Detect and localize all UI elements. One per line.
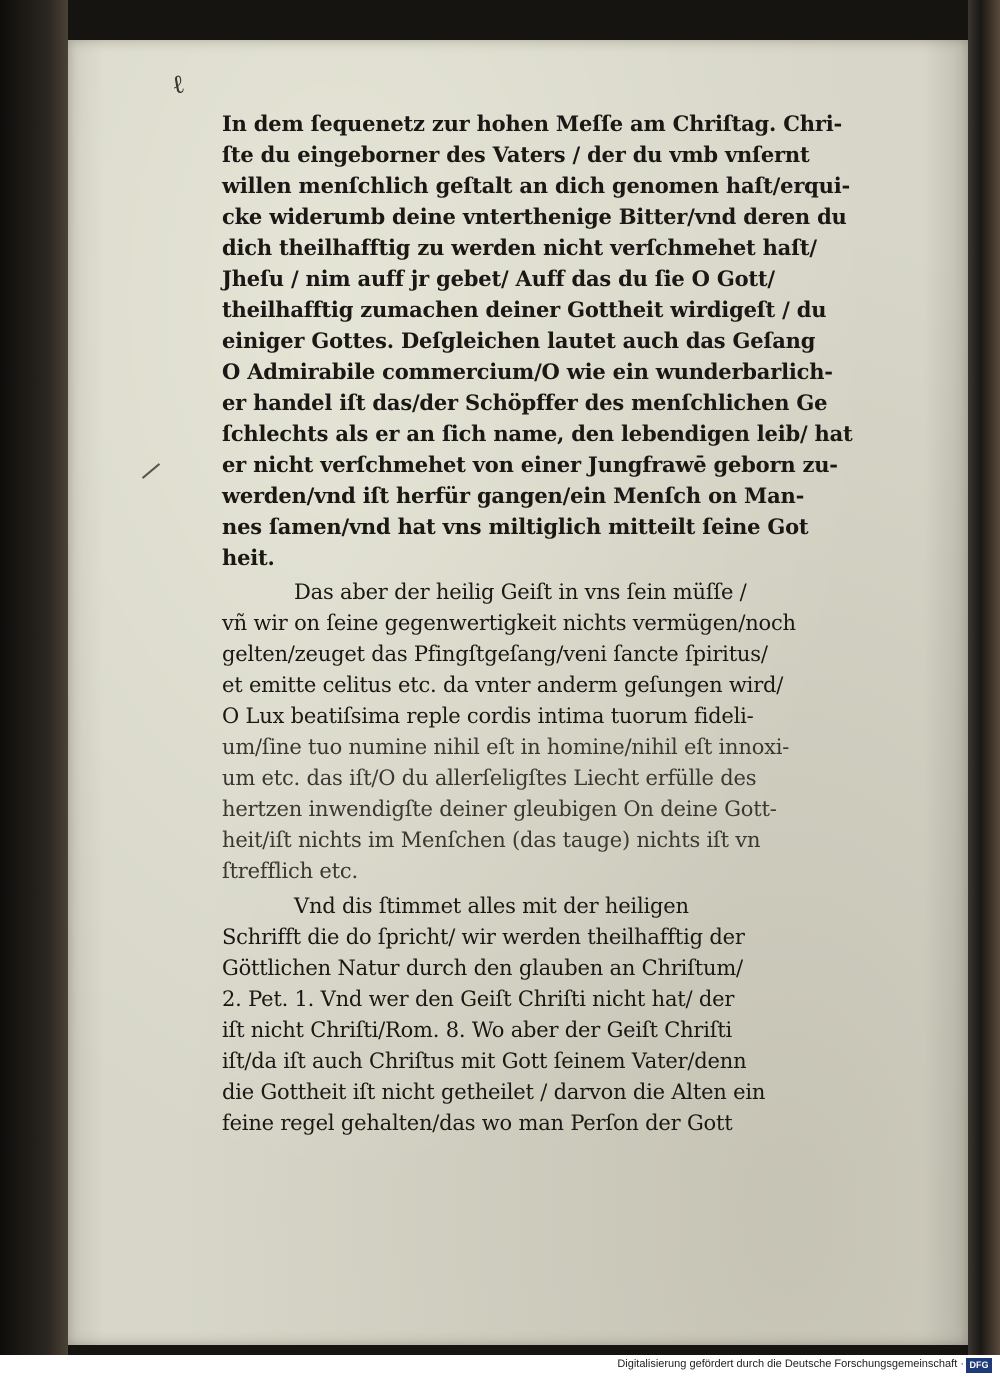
- dfg-logo: DFG: [966, 1358, 992, 1373]
- text-line: O Admirabile commercium/O wie ein wunderbarlich-: [222, 359, 833, 384]
- text-line: gelten/zeuget das Pfingſtgeſang/veni ſancte ſpiritus/: [222, 642, 768, 666]
- text-line: ſte du eingeborner des Vaters / der du vmb vnſernt: [222, 142, 810, 167]
- text-line: heit.: [222, 545, 275, 570]
- text-line: Göttlichen Natur durch den glauben an Chriſtum/: [222, 956, 743, 980]
- text-line: vñ wir on ſeine gegenwertigkeit nichts vermügen/noch: [222, 611, 796, 635]
- text-line: nes ſamen/vnd hat vns miltiglich mitteilt ſeine Got: [222, 514, 809, 539]
- text-line: Das aber der heilig Geiſt in vns ſein müſſe /: [294, 580, 747, 604]
- text-line: werden/vnd iſt herfür gangen/ein Menſch on Man-: [222, 483, 805, 508]
- text-line: O Lux beatiſsima reple cordis intima tuorum fideli-: [222, 704, 754, 728]
- text-line: theilhafftig zumachen deiner Gottheit wirdigeſt / du: [222, 297, 827, 322]
- text-line: 2. Pet. 1. Vnd wer den Geiſt Chriſti nicht hat/ der: [222, 987, 735, 1011]
- text-line: er handel iſt das/der Schöpffer des menſchlichen Ge: [222, 390, 828, 415]
- text-line: feine regel gehalten/das wo man Perſon der Gott: [222, 1111, 733, 1135]
- text-line: hertzen inwendigſte deiner gleubigen On deine Gott-: [222, 797, 777, 821]
- text-line: er nicht verſchmehet von einer Jungfrawē geborn zu-: [222, 452, 838, 477]
- text-line: cke widerumb deine vnterthenige Bitter/vnd deren du: [222, 204, 847, 229]
- text-line: iſt/da iſt auch Chriſtus mit Gott ſeinem Vater/denn: [222, 1049, 747, 1073]
- text-line: Vnd dis ſtimmet alles mit der heiligen: [294, 894, 689, 918]
- text-line: ſchlechts als er an ſich name, den lebendigen leib/ hat: [222, 421, 853, 446]
- text-line: Jheſu / nim auff jr gebet/ Auff das du ſie O Gott/: [222, 266, 775, 291]
- page-text: [222, 108, 853, 1139]
- margin-mark: ℓ: [169, 69, 187, 101]
- binding-edge-left: [0, 0, 68, 1355]
- text-line: willen menſchlich geſtalt an dich genomen haſt/erqui-: [222, 173, 851, 198]
- text-line: et emitte celitus etc. da vnter anderm geſungen wird/: [222, 673, 784, 697]
- text-line: die Gottheit iſt nicht getheilet / darvon die Alten ein: [222, 1080, 766, 1104]
- funding-credit: Digitalisierung gefördert durch die Deutsche Forschungsgemeinschaft ·: [617, 1358, 964, 1370]
- text-line: dich theilhafftig zu werden nicht verſchmehet haſt/: [222, 235, 817, 260]
- text-line: iſt nicht Chriſti/Rom. 8. Wo aber der Geiſt Chriſti: [222, 1018, 733, 1042]
- text-line: um/ſine tuo numine nihil eſt in homine/nihil eſt innoxi-: [222, 735, 790, 759]
- text-line: um etc. das iſt/O du allerſeligſtes Liecht erfülle des: [222, 766, 757, 790]
- text-line: einiger Gottes. Deſgleichen lautet auch das Geſang: [222, 328, 816, 353]
- text-line: heit/iſt nichts im Menſchen (das tauge) nichts iſt vn: [222, 828, 761, 852]
- text-line: Schrifft die do ſpricht/ wir werden theilhafftig der: [222, 925, 745, 949]
- book-edge-right: [968, 0, 1000, 1355]
- text-line: In dem ſequenetz zur hohen Meſſe am Chriſtag. Chri-: [222, 111, 842, 136]
- footer: [0, 1355, 1000, 1378]
- text-line: ſtrefflich etc.: [222, 859, 358, 883]
